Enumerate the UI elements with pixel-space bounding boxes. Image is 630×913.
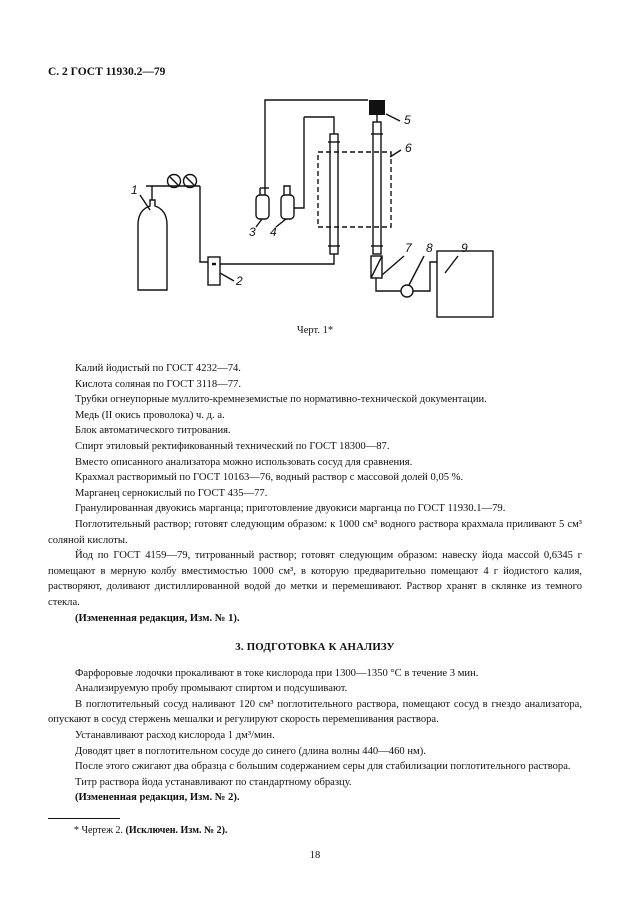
reagent-line: Вместо описанного анализатора можно использовать сосуд для сравнения. <box>75 456 413 468</box>
washing-flask-3 <box>256 195 269 219</box>
section-paragraph: Анализируемую пробу промывают спиртом и подсушивают. <box>75 683 348 695</box>
section-title: 3. ПОДГОТОВКА К АНАЛИЗУ <box>235 641 395 654</box>
section-paragraph: Фарфоровые лодочки прокаливают в токе кислорода при 1300—1350 °С в течение 3 мин. <box>75 667 479 679</box>
footnote <box>74 825 227 836</box>
reagent-line: Спирт этиловый ректификованный технический по ГОСТ 18300—87. <box>75 440 390 452</box>
reagent-line: Поглотительный раствор; готовят следующим образом: к 1000 см³ водного раствора крахмала приливают 5 см³ соляной кислоты. <box>48 518 582 546</box>
label-2: 2 <box>236 274 243 288</box>
reagent-line: Калий йодистый по ГОСТ 4232—74. <box>75 363 241 374</box>
reagent-line: Крахмал растворимый по ГОСТ 10163—76, водный раствор с массовой долей 0,05 %. <box>75 472 464 484</box>
label-6: 6 <box>405 141 412 155</box>
reagent-line: Йод по ГОСТ 4159—79, титрованный раствор; готовят следующим образом: навеску йода массой 0,6345 г помещают в мерную колбу вместимостью 1000 см³, в которую предварительно помещают 4 г йодистого калия, растворяют, доливают дистиллированной водой до метки и перемешивают. Раствор хранят в склянке из темного стекла. <box>48 550 582 608</box>
reagent-line: Медь (II окись проволока) ч. д. а. <box>75 409 225 421</box>
section-paragraph: В поглотительный сосуд наливают 120 см³ поглотительного раствора, помещают сосуд в гнездо анализатора, опускают в сосуд стержень мешалки и регулируют скорость перемешивания раствора. <box>48 698 582 726</box>
section-paragraph: Доводят цвет в поглотительном сосуде до синего (длина волны 440—460 нм). <box>75 745 426 757</box>
reagent-line: Трубки огнеупорные муллито-кремнеземистые по нормативно-технической документации. <box>75 394 487 406</box>
label-5: 5 <box>404 113 411 127</box>
combustion-tube-right <box>373 122 381 254</box>
section-paragraph: После этого сжигают два образца с большим содержанием серы для стабилизации поглотительного раствора. <box>75 761 571 773</box>
analyzer <box>437 251 493 317</box>
reagent-line: Блок автоматического титрования. <box>75 425 231 437</box>
figure-caption: Черт. 1* <box>296 325 334 336</box>
page-number: 18 <box>309 850 321 861</box>
gas-cylinder <box>138 200 167 290</box>
label-3: 3 <box>249 225 256 239</box>
gas-block <box>369 100 385 115</box>
apparatus-diagram <box>0 0 630 330</box>
section-paragraph: Устанавливают расход кислорода 1 дм³/мин. <box>75 730 275 742</box>
flowmeter <box>208 257 220 285</box>
amendment-note-1: (Измененная редакция, Изм. № 1). <box>75 612 240 624</box>
body-text <box>48 361 582 806</box>
valve <box>401 285 413 297</box>
footnote-bold: (Исключен. Изм. № 2). <box>125 825 228 836</box>
label-9: 9 <box>461 241 468 255</box>
footnote-prefix: * Чертеж 2. <box>74 825 124 836</box>
label-1: 1 <box>131 183 138 197</box>
page-header: С. 2 ГОСТ 11930.2—79 <box>48 66 166 78</box>
section-paragraph: Титр раствора йода устанавливают по стандартному образцу. <box>75 776 352 788</box>
washing-flask-4 <box>281 195 294 219</box>
reagent-line: Марганец сернокислый по ГОСТ 435—77. <box>75 487 268 499</box>
label-7: 7 <box>405 241 412 255</box>
reagent-line: Гранулированная двуокись марганца; приготовление двуокиси марганца по ГОСТ 11930.1—79. <box>75 503 506 515</box>
label-4: 4 <box>270 225 277 239</box>
footnote-divider <box>48 818 120 819</box>
label-8: 8 <box>426 241 433 255</box>
amendment-note-2: (Измененная редакция, Изм. № 2). <box>75 792 240 804</box>
reagent-line: Кислота соляная по ГОСТ 3118—77. <box>75 378 241 390</box>
tube-furnace <box>318 152 391 227</box>
